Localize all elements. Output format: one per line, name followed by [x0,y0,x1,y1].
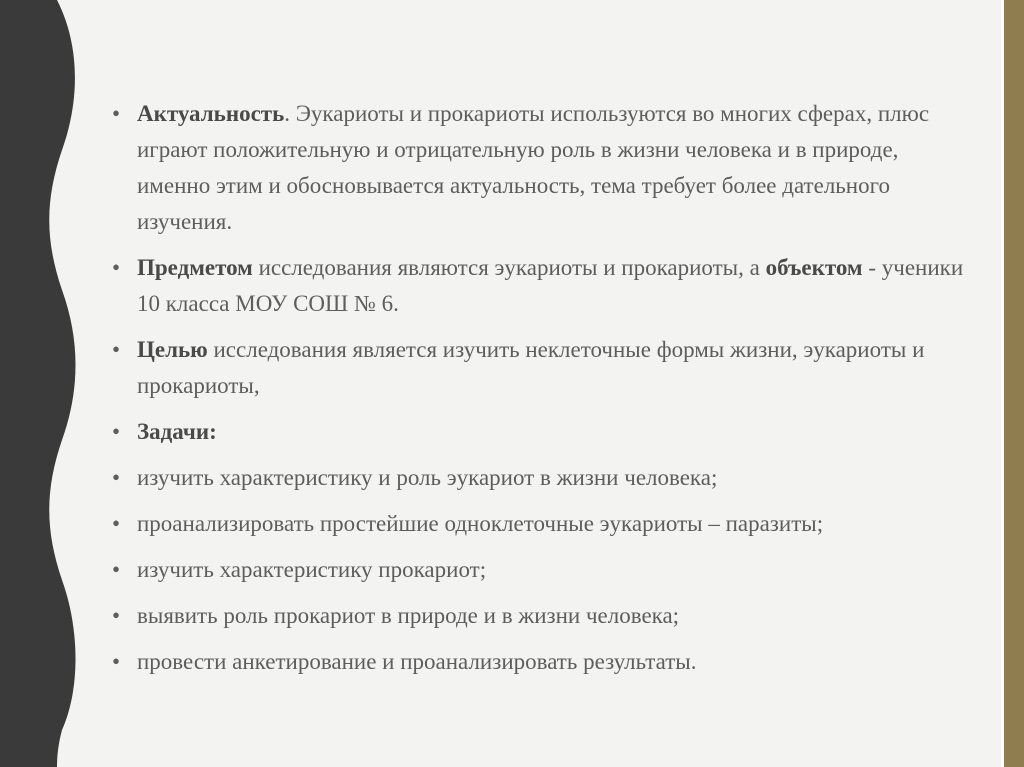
bullet-icon: • [112,101,121,126]
bullet-icon: • [112,557,121,582]
list-item-relevance [112,96,972,240]
bullet-icon: • [112,465,121,490]
relevance-label: Актуальность [137,101,285,126]
object-label: объектом [765,255,863,280]
bullet-icon: • [112,649,121,674]
list-item-task-1 [112,460,972,496]
tasks-label: Задачи: [137,419,217,444]
task-text: проанализировать простейшие одноклеточные эукариоты – паразиты; [137,511,824,536]
task-text: изучить характеристику и роль эукариот в жизни человека; [137,465,718,490]
goal-label: Целью [137,337,208,362]
bullet-icon: • [112,255,121,280]
decorative-wavy-band [0,0,90,767]
list-item-task-2 [112,506,972,542]
list-item-task-4 [112,598,972,634]
decorative-gold-band [1004,0,1024,767]
list-item-task-5 [112,644,972,680]
bullet-icon: • [112,419,121,444]
list-item-task-3 [112,552,972,588]
object-text: - ученики 10 класса МОУ СОШ № 6. [137,255,964,316]
list-item-goal [112,332,972,404]
slide-content [112,96,972,690]
bullet-icon: • [112,511,121,536]
goal-text: исследования является изучить неклеточные формы жизни, эукариоты и прокариоты, [137,337,925,398]
list-item-tasks [112,414,972,450]
subject-label: Предметом [137,255,253,280]
subject-text: исследования являются эукариоты и прокариоты, а [252,255,766,280]
task-text: провести анкетирование и проанализировать результаты. [137,649,697,674]
task-text: выявить роль прокариот в природе и в жизни человека; [137,603,680,628]
list-item-subject [112,250,972,322]
bullet-icon: • [112,337,121,362]
task-text: изучить характеристику прокариот; [137,557,487,582]
bullet-list [112,96,972,680]
relevance-text: . Эукариоты и прокариоты используются во многих сферах, плюс играют положительную и отрицательную роль в жизни человека и в природе, именно этим и обосновывается актуальность, тема требует более дательного изучения. [137,101,930,234]
bullet-icon: • [112,603,121,628]
